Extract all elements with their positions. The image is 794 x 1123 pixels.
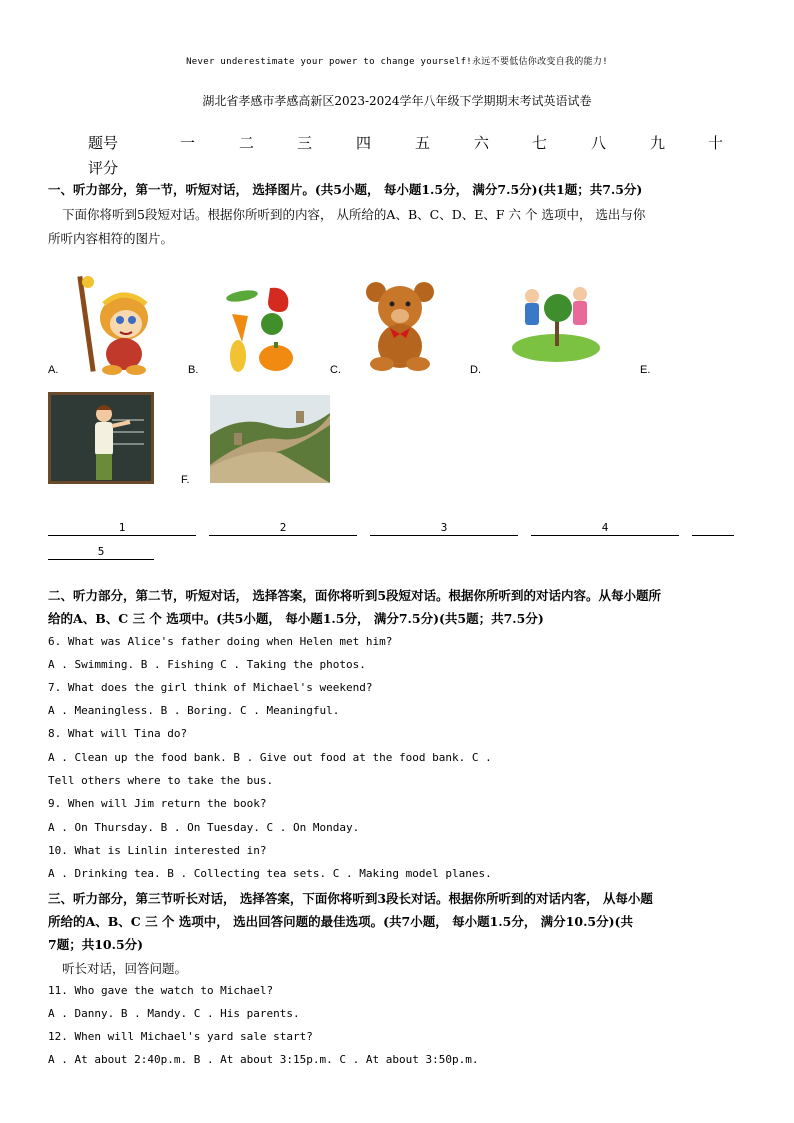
score-table <box>88 132 754 154</box>
answer-blank[interactable]: 4 <box>531 521 679 536</box>
option-label: B. <box>188 364 199 376</box>
answer-blank[interactable]: 5 <box>48 545 154 560</box>
picture-vegetables <box>222 284 298 374</box>
section1-instruction: 下面你将听到5段短对话。根据你所听到的内容， 从所给的A、B、C、D、E、F 六 个 选项中， 选出与你 <box>62 207 646 222</box>
score-label: 评分 <box>88 159 119 177</box>
picture-monkey-king <box>74 274 160 376</box>
answer-options: A . Meaningless. B . Boring. C . Meaningful. <box>48 704 340 717</box>
answer-blank-start[interactable] <box>692 521 734 536</box>
question-line: 7. What does the girl think of Michael's weekend? <box>48 681 373 694</box>
answer-options: A . On Thursday. B . On Tuesday. C . On Monday. <box>48 821 360 834</box>
score-col: 三 <box>297 134 313 152</box>
picture-teacher <box>48 392 154 484</box>
score-col: 九 <box>650 134 666 152</box>
option-label: A. <box>48 364 59 376</box>
option-label: F. <box>181 474 190 486</box>
score-col: 四 <box>356 134 372 152</box>
question-line: 8. What will Tina do? <box>48 727 188 740</box>
section2-heading-cont: 给的A、B、C 三 个 选项中。(共5小题， 每小题1.5分， 满分7.5分)(共5题；共7.5分) <box>48 611 544 626</box>
option-label: C. <box>330 364 341 376</box>
score-col: 十 <box>708 134 724 152</box>
answer-blank[interactable]: 2 <box>209 521 357 536</box>
option-label: D. <box>470 364 481 376</box>
question-line: 11. Who gave the watch to Michael? <box>48 984 274 997</box>
score-col: 八 <box>591 134 607 152</box>
score-col: 五 <box>415 134 431 152</box>
section3-heading-cont: 所给的A、B、C 三 个 选项中， 选出回答问题的最佳选项。(共7小题， 每小题1.5分， 满分10.5分)(共 <box>48 914 633 929</box>
question-line: 9. When will Jim return the book? <box>48 797 267 810</box>
answer-options: A . Drinking tea. B . Collecting tea sets. C . Making model planes. <box>48 867 492 880</box>
score-col: 一 <box>180 134 196 152</box>
section3-instruction: 听长对话，回答问题。 <box>62 961 188 976</box>
picture-teddy-bear <box>360 280 440 372</box>
answer-options: A . Swimming. B . Fishing C . Taking the photos. <box>48 658 366 671</box>
answer-blank[interactable]: 3 <box>370 521 518 536</box>
score-row-label: 题号 <box>88 134 119 152</box>
answer-options: A . At about 2:40p.m. B . At about 3:15p.m. C . At about 3:50p.m. <box>48 1053 479 1066</box>
score-col: 六 <box>474 134 490 152</box>
section3-heading: 三、听力部分，第三节听长对话， 选择答案，下面你将听到3段长对话。根据你所听到的对话内客， 从每小题 <box>48 891 653 906</box>
question-line: 6. What was Alice's father doing when Helen met him? <box>48 635 393 648</box>
score-col: 二 <box>239 134 255 152</box>
question-line: 10. What is Linlin interested in? <box>48 844 267 857</box>
header-motto: Never underestimate your power to change yourself!永远不要低估你改变自我的能力! <box>186 57 608 67</box>
page-title: 湖北省孝感市孝感高新区2023-2024学年八年级下学期期末考试英语试卷 <box>202 94 592 108</box>
picture-kids-planting <box>510 282 602 364</box>
answer-options: A . Danny. B . Mandy. C . His parents. <box>48 1007 300 1020</box>
section3-heading-cont: 7题；共10.5分) <box>48 937 144 952</box>
answer-options: A . Clean up the food bank. B . Give out food at the food bank. C . <box>48 751 492 764</box>
answer-options-cont: Tell others where to take the bus. <box>48 774 274 787</box>
answer-blank[interactable]: 1 <box>48 521 196 536</box>
section1-instruction-cont: 所听内容相符的图片。 <box>48 231 174 246</box>
score-col: 七 <box>532 134 548 152</box>
section1-heading: 一、听力部分，第一节，听短对话， 选择图片。(共5小题， 每小题1.5分， 满分7.5分)(共1题；共7.5分) <box>48 182 643 197</box>
question-line: 12. When will Michael's yard sale start? <box>48 1030 313 1043</box>
option-label: E. <box>640 364 651 376</box>
picture-great-wall <box>210 395 330 483</box>
section2-heading: 二、听力部分，第二节，听短对话， 选择答案，面你将听到5段短对话。根据你所听到的对话内容。从每小题所 <box>48 588 662 603</box>
